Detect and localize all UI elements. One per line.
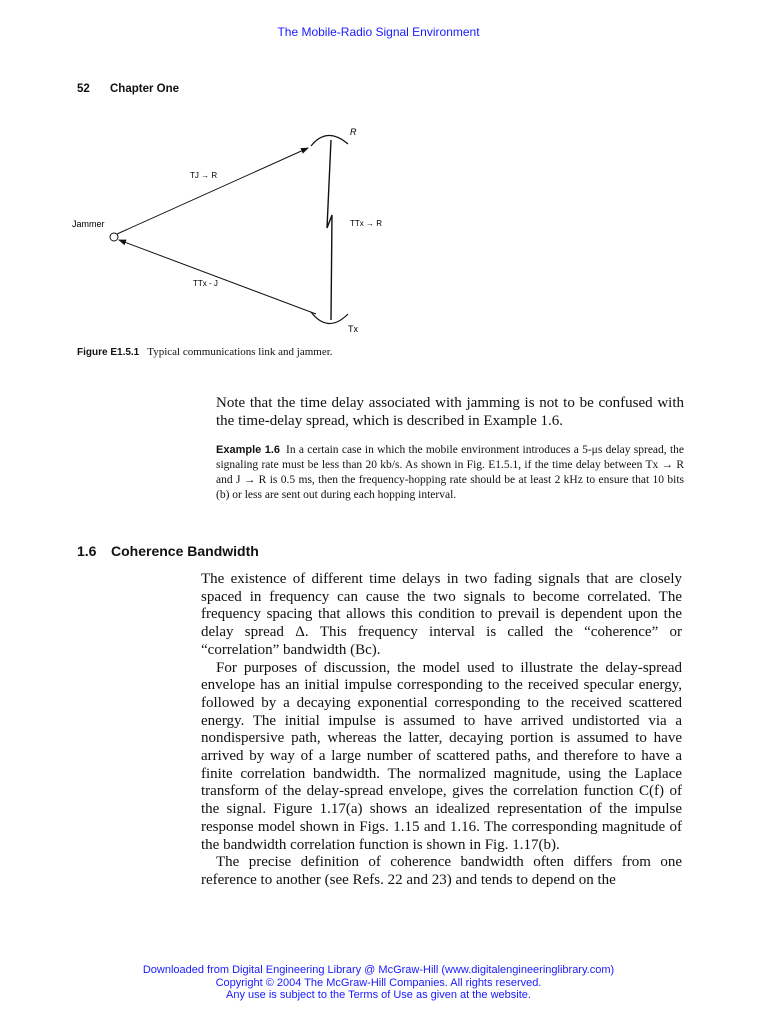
label-r: R xyxy=(350,127,357,137)
figure-caption-label: Figure E1.5.1 xyxy=(77,347,140,358)
figure-caption-text: Typical communications link and jammer. xyxy=(147,346,333,358)
running-header-link[interactable]: The Mobile-Radio Signal Environment xyxy=(277,25,480,39)
footer-download-link[interactable]: Downloaded from Digital Engineering Library @ McGraw-Hill (www.digitalengineeringlibrary.com) xyxy=(142,964,615,976)
jammer-antenna-icon xyxy=(110,233,118,241)
footer-terms[interactable]: Any use is subject to the Terms of Use as given at the website. xyxy=(226,989,531,1001)
section-body xyxy=(201,571,682,890)
figure-diagram xyxy=(70,120,400,342)
lightning-link-icon xyxy=(327,140,332,320)
link-jammer-to-r xyxy=(117,148,308,234)
section-paragraph: The precise definition of coherence bandwidth often differs from one reference to another (see Refs. 22 and 23) and tends to depend on the xyxy=(201,854,682,888)
example-block xyxy=(216,443,684,503)
label-tx: Tx xyxy=(348,324,358,334)
section-paragraph: The existence of different time delays in two fading signals that are closely spaced in frequency can cause the two signals to become correlated. The frequency spacing that allows this condition to prevail is dependent upon the delay spread Δ. This frequency interval is called the “coherence” or “correlation” bandwidth (Bc). xyxy=(201,571,682,658)
page-number: 52 xyxy=(77,83,90,95)
transmitter-antenna-icon xyxy=(311,312,348,324)
label-tj-r: TJ → R xyxy=(190,171,218,180)
example-label: Example 1.6 xyxy=(216,444,281,456)
label-ttx-j: TTx - J xyxy=(193,279,218,288)
label-jammer: Jammer xyxy=(72,219,105,229)
figure-caption xyxy=(77,346,333,358)
receiver-antenna-icon xyxy=(311,135,348,146)
chapter-title: Chapter One xyxy=(110,83,180,95)
example-text: In a certain case in which the mobile environment introduces a 5-μs delay spread, the signaling rate must be less than 20 kb/s. As shown in Fig. E1.5.1, if the time delay between Tx → R and J → R is 0.5 ms, then the frequency-hopping rate should be at least 2 kHz to ensure that 10 bits (b) or less are sent out during each hopping interval. xyxy=(216,444,684,501)
link-tx-to-jammer xyxy=(119,240,316,314)
section-paragraph: For purposes of discussion, the model used to illustrate the delay-spread envelope has an initial impulse corresponding to the received specular energy, followed by a decaying exponential corresponding to the received scattered energy. The initial impulse is assumed to have arrived undistorted via a nondispersive path, whereas the latter, decaying portion is assumed to have arrived by way of a large number of scattered paths, and therefore to have a finite correlation bandwidth. The normalized magnitude, using the Laplace transform of the delay-spread envelope, gives the correlation function C(f) of the signal. Figure 1.17(a) shows an idealized representation of the impulse response model shown in Figs. 1.15 and 1.16. The corresponding magnitude of the bandwidth correlation function is shown in Fig. 1.17(b). xyxy=(201,659,682,853)
label-ttx-r: TTx → R xyxy=(350,219,382,228)
intro-paragraph: Note that the time delay associated with jamming is not to be confused with the time-delay spread, which is described in Example 1.6. xyxy=(216,395,684,429)
footer xyxy=(0,964,757,1002)
section-number: 1.6 xyxy=(77,543,97,559)
section-title: Coherence Bandwidth xyxy=(111,543,259,559)
footer-copyright[interactable]: Copyright © 2004 The McGraw-Hill Companies. All rights reserved. xyxy=(215,976,542,989)
